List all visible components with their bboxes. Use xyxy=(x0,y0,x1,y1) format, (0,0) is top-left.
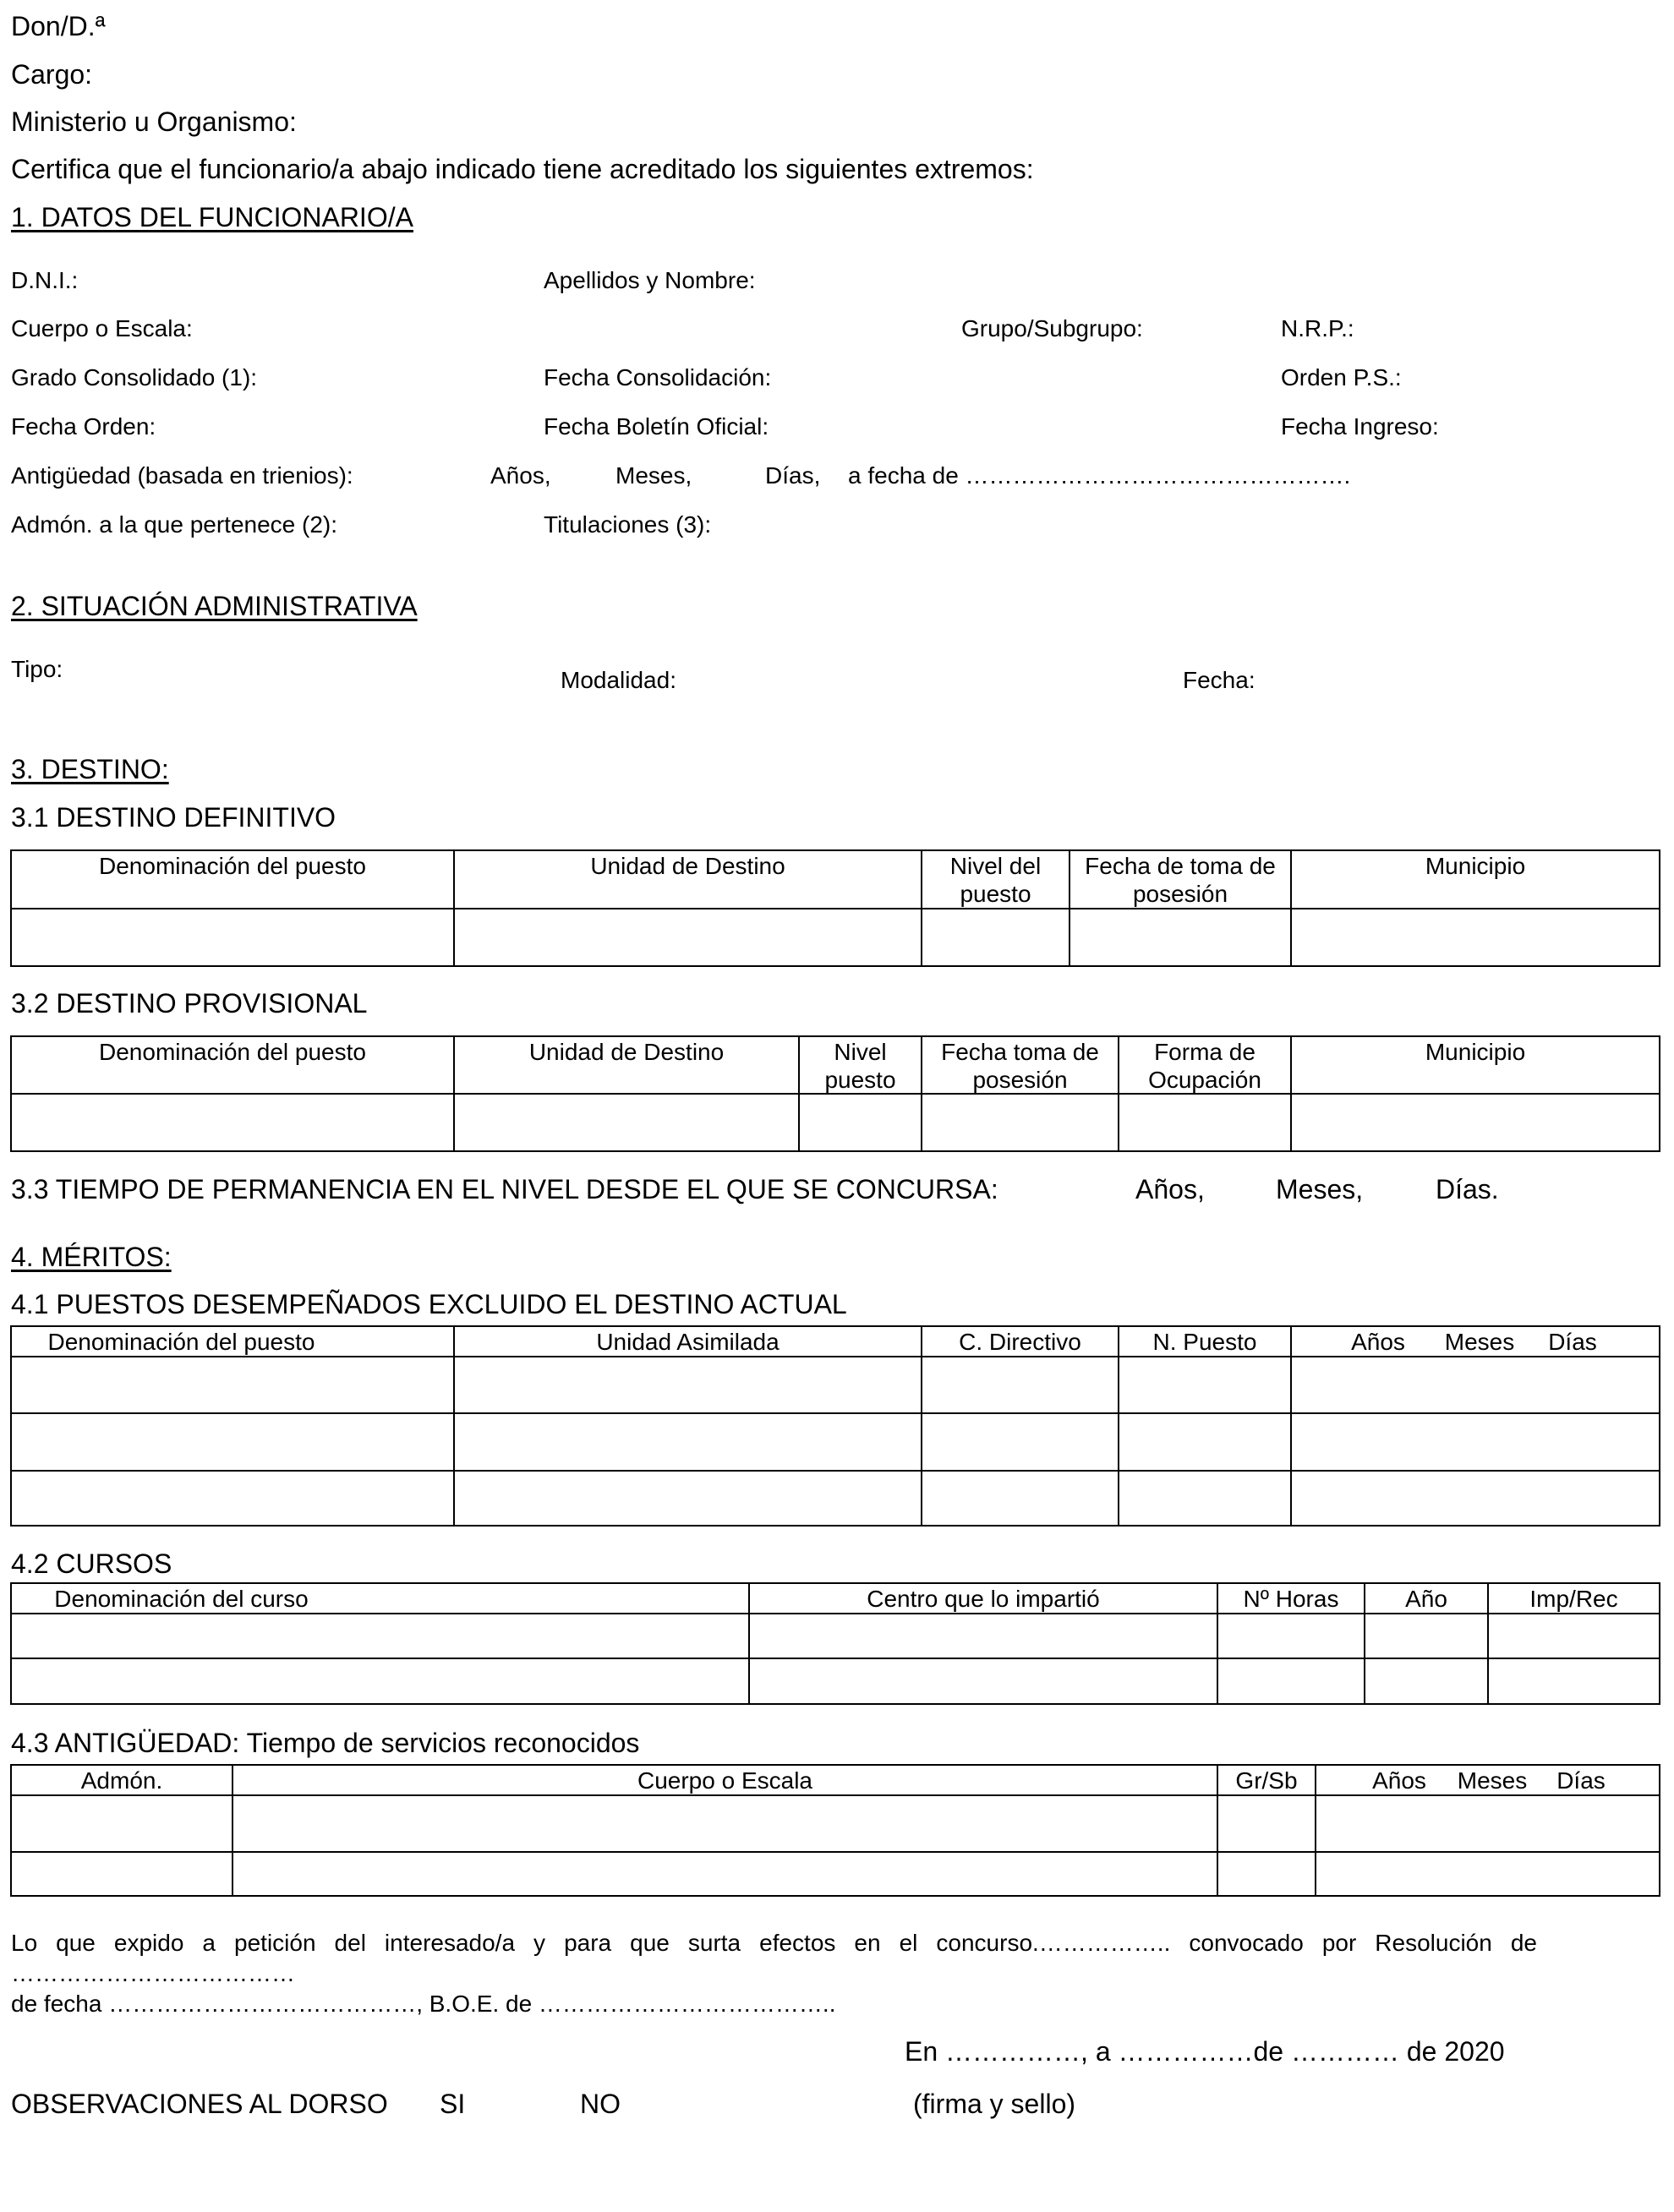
prov-col-nivel: Nivel puesto xyxy=(824,1039,896,1093)
section-4-title: 4. MÉRITOS: xyxy=(11,1242,172,1272)
apellidos-label: Apellidos y Nombre: xyxy=(544,267,756,293)
def-col-nivel: Nivel del puesto xyxy=(949,853,1042,907)
def-col-denominacion: Denominación del puesto xyxy=(99,853,366,879)
expido-text-line2: ……………………………… xyxy=(11,1960,295,1986)
def-col-unidad: Unidad de Destino xyxy=(590,853,785,879)
don-label: Don/D.ª xyxy=(11,11,106,41)
section-2-title: 2. SITUACIÓN ADMINISTRATIVA xyxy=(11,591,418,621)
antig-col-admon: Admón. xyxy=(80,1767,163,1794)
grado-label: Grado Consolidado (1): xyxy=(11,364,258,391)
antig-col-anos: Años xyxy=(1372,1767,1426,1794)
tiempo-dias: Días. xyxy=(1436,1174,1499,1204)
tiempo-permanencia-label: 3.3 TIEMPO DE PERMANENCIA EN EL NIVEL DESDE EL QUE SE CONCURSA: xyxy=(11,1174,998,1204)
puestos-col-meses: Meses xyxy=(1444,1329,1515,1355)
prov-col-unidad: Unidad de Destino xyxy=(528,1039,725,1065)
tipo-label: Tipo: xyxy=(11,656,63,682)
antiguedad-dias: Días, xyxy=(765,462,821,489)
orden-ps-label: Orden P.S.: xyxy=(1281,364,1402,391)
cursos-col-imprec: Imp/Rec xyxy=(1529,1586,1618,1612)
cursos-title: 4.2 CURSOS xyxy=(11,1548,172,1579)
fecha-label: Fecha: xyxy=(1183,667,1256,693)
antig-col-dias: Días xyxy=(1556,1767,1606,1794)
admon-label: Admón. a la que pertenece (2): xyxy=(11,511,338,538)
titulaciones-label: Titulaciones (3): xyxy=(544,511,712,538)
table-border xyxy=(11,1326,1660,1526)
def-col-fecha: Fecha de toma de posesión xyxy=(1085,853,1276,907)
puestos-col-npuesto: N. Puesto xyxy=(1152,1329,1257,1355)
ministerio-label: Ministerio u Organismo: xyxy=(11,107,297,137)
fecha-ingreso-label: Fecha Ingreso: xyxy=(1281,413,1439,440)
puestos-col-unidad: Unidad Asimilada xyxy=(596,1329,780,1355)
antiguedad-a-fecha: a fecha de …………………………………………. xyxy=(848,462,1351,489)
prov-col-forma: Forma de Ocupación xyxy=(1148,1039,1261,1093)
cargo-label: Cargo: xyxy=(11,59,93,90)
puestos-col-anos: Años xyxy=(1351,1329,1405,1355)
dni-label: D.N.I.: xyxy=(11,267,79,293)
def-col-municipio: Municipio xyxy=(1425,853,1526,879)
observaciones-label: OBSERVACIONES AL DORSO xyxy=(11,2089,388,2119)
fecha-orden-label: Fecha Orden: xyxy=(11,413,156,440)
grupo-label: Grupo/Subgrupo: xyxy=(961,315,1143,341)
puestos-col-directivo: C. Directivo xyxy=(959,1329,1081,1355)
modalidad-label: Modalidad: xyxy=(561,667,676,693)
prov-col-fecha: Fecha toma de posesión xyxy=(941,1039,1099,1093)
cuerpo-label: Cuerpo o Escala: xyxy=(11,315,193,341)
nrp-label: N.R.P.: xyxy=(1281,315,1354,341)
prov-col-municipio: Municipio xyxy=(1425,1039,1526,1065)
antiguedad-anos: Años, xyxy=(490,462,551,489)
cursos-col-denominacion: Denominación del curso xyxy=(54,1586,309,1612)
expido-text-line1: Lo que expido a petición del interesado/a y para que surta efectos en el concurso.…………….. convocado por Resolución de xyxy=(11,1930,1537,1956)
fecha-boletin-label: Fecha Boletín Oficial: xyxy=(544,413,769,440)
puestos-title: 4.1 PUESTOS DESEMPEÑADOS EXCLUIDO EL DESTINO ACTUAL xyxy=(11,1289,847,1319)
antiguedad-meses: Meses, xyxy=(615,462,692,489)
antig-col-grsb: Gr/Sb xyxy=(1235,1767,1298,1794)
certifica-text: Certifica que el funcionario/a abajo indicado tiene acreditado los siguientes extremos: xyxy=(11,154,1034,184)
destino-provisional-title: 3.2 DESTINO PROVISIONAL xyxy=(11,988,368,1019)
antiguedad-label: Antigüedad (basada en trienios): xyxy=(11,462,353,489)
lugar-fecha: En ……………, a ……………de ………… de 2020 xyxy=(905,2036,1505,2067)
destino-definitivo-title: 3.1 DESTINO DEFINITIVO xyxy=(11,802,336,833)
section-3-title: 3. DESTINO: xyxy=(11,754,169,784)
observaciones-no: NO xyxy=(580,2089,621,2119)
fecha-consolidacion-label: Fecha Consolidación: xyxy=(544,364,772,391)
antig-col-cuerpo: Cuerpo o Escala xyxy=(637,1767,812,1794)
cursos-col-centro: Centro que lo impartió xyxy=(867,1586,1100,1612)
tiempo-anos: Años, xyxy=(1135,1174,1205,1204)
observaciones-si: SI xyxy=(440,2089,466,2119)
section-1-title: 1. DATOS DEL FUNCIONARIO/A xyxy=(11,202,413,232)
puestos-col-dias: Días xyxy=(1548,1329,1597,1355)
cursos-col-horas: Nº Horas xyxy=(1243,1586,1339,1612)
antig-col-meses: Meses xyxy=(1457,1767,1528,1794)
firma-sello: (firma y sello) xyxy=(913,2089,1076,2119)
expido-text-line3: de fecha …………………………………, B.O.E. de ……………………………….. xyxy=(11,1991,836,2017)
cursos-col-ano: Año xyxy=(1405,1586,1447,1612)
antiguedad-servicios-title: 4.3 ANTIGÜEDAD: Tiempo de servicios reconocidos xyxy=(11,1728,640,1758)
prov-col-denominacion: Denominación del puesto xyxy=(99,1039,366,1065)
tiempo-meses: Meses, xyxy=(1276,1174,1364,1204)
puestos-col-denominacion: Denominación del puesto xyxy=(47,1329,315,1355)
